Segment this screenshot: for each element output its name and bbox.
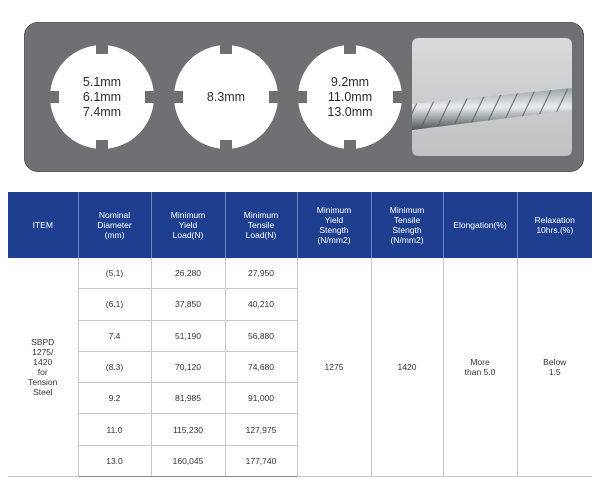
yield-load-cell: 51,190: [151, 320, 225, 351]
diameter-cell: (5.1): [78, 258, 151, 289]
size-text: 6.1mm: [82, 89, 122, 104]
header-min-yield-strength: Minimum Yield Stength (N/mm2): [297, 192, 371, 258]
diameter-cell: (8.3): [78, 351, 151, 382]
cross-section-3: [294, 41, 406, 153]
size-text: 7.4mm: [82, 104, 122, 119]
tensile-load-cell: 27,950: [225, 258, 297, 289]
yield-strength-cell: 1275: [297, 258, 371, 477]
header-min-yield-load: Minimum Yield Load(N): [151, 192, 225, 258]
tensile-load-cell: 127,975: [225, 414, 297, 445]
tensile-load-cell: 91,000: [225, 383, 297, 414]
header-elongation: Elongation(%): [443, 192, 517, 258]
tensile-load-cell: 74,680: [225, 351, 297, 382]
cross-section-label: [46, 41, 158, 153]
diameter-cell: 7.4: [78, 320, 151, 351]
header-min-tensile-load: Minimum Tensile Load(N): [225, 192, 297, 258]
tensile-strength-cell: 1420: [371, 258, 443, 477]
header-item: ITEM: [8, 192, 78, 258]
yield-load-cell: 26,280: [151, 258, 225, 289]
size-text: 9.2mm: [330, 74, 370, 89]
table-row: [8, 258, 592, 289]
size-text: 11.0mm: [327, 89, 373, 104]
item-cell: SBPD 1275/ 1420 for Tension Steel: [8, 258, 78, 477]
size-text: 8.3mm: [206, 89, 246, 104]
cross-section-1: [46, 41, 158, 153]
cross-section-2: [170, 41, 282, 153]
tensile-load-cell: 177,740: [225, 445, 297, 476]
header-relaxation: Relaxation 10hrs.(%): [517, 192, 592, 258]
steel-strand-image: [412, 38, 572, 156]
yield-load-cell: 160,045: [151, 445, 225, 476]
tensile-load-cell: 56,880: [225, 320, 297, 351]
steel-strand-photo: [412, 38, 572, 156]
tensile-load-cell: 40,210: [225, 289, 297, 320]
header-min-tensile-strength: Minimum Tensile Stength (N/mm2): [371, 192, 443, 258]
diameter-cell: 9.2: [78, 383, 151, 414]
table-header-row: [8, 192, 592, 258]
yield-load-cell: 70,120: [151, 351, 225, 382]
size-text: 13.0mm: [327, 104, 373, 119]
header-nominal-diameter: Nominal Diameter (mm): [78, 192, 151, 258]
elongation-cell: More than 5.0: [443, 258, 517, 477]
yield-load-cell: 115,230: [151, 414, 225, 445]
product-image-panel: [24, 22, 584, 172]
yield-load-cell: 37,850: [151, 289, 225, 320]
cross-section-label: [170, 41, 282, 153]
diameter-cell: (6.1): [78, 289, 151, 320]
spec-table: [8, 192, 592, 477]
yield-load-cell: 81,985: [151, 383, 225, 414]
diameter-cell: 11.0: [78, 414, 151, 445]
relaxation-cell: Below 1.5: [517, 258, 592, 477]
cross-section-label: [294, 41, 406, 153]
size-text: 5.1mm: [82, 74, 122, 89]
diameter-cell: 13.0: [78, 445, 151, 476]
